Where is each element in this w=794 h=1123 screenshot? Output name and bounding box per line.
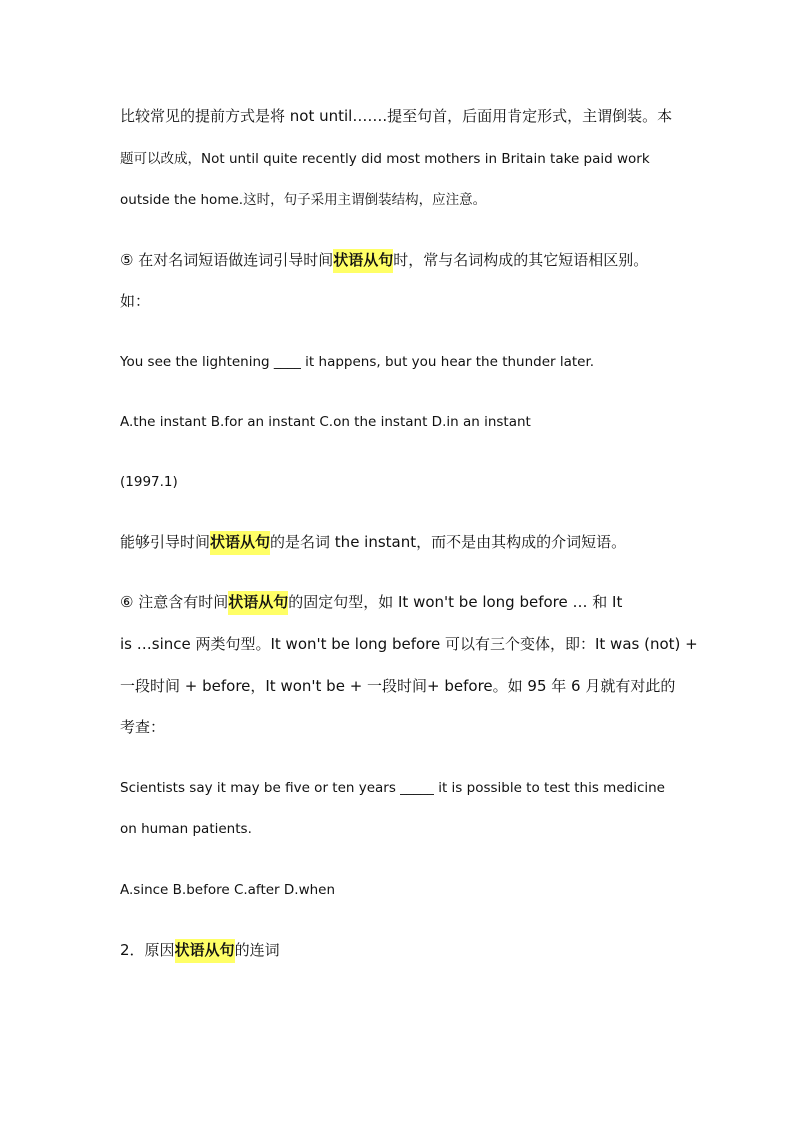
text-segment: 2．原因 [120, 941, 175, 959]
text-segment: 时，常与名词构成的其它短语相区别。 [393, 251, 649, 269]
question-options: A.the instant B.for an instant C.on the instant D.in an instant [120, 414, 531, 430]
text-segment: 的固定句型，如 It won't be long before … 和 It [288, 593, 623, 611]
question-year: (1997.1) [120, 474, 178, 490]
highlighted-term: 状语从句 [333, 249, 393, 273]
paragraph-line: 比较常见的提前方式是将 not until…….提至句首，后面用肯定形式，主谓倒装。本 [120, 107, 673, 125]
paragraph-line [120, 592, 622, 612]
text-segment: 的连词 [234, 941, 280, 959]
section-heading [120, 940, 280, 960]
paragraph-line: 一段时间 + before，It won't be + 一段时间+ before。如 95 年 6 月就有对此的 [120, 677, 676, 695]
paragraph-line: outside the home.这时，句子采用主谓倒装结构，应注意。 [120, 192, 487, 208]
question-sentence: on human patients. [120, 821, 252, 837]
paragraph-line [120, 532, 626, 552]
text-segment: 能够引导时间 [120, 533, 211, 551]
question-options: A.since B.before C.after D.when [120, 882, 336, 898]
text-segment: ⑤ 在对名词短语做连词引导时间 [120, 251, 334, 269]
highlighted-term: 状语从句 [210, 531, 270, 555]
question-sentence: Scientists say it may be five or ten years _____ it is possible to test this medicine [120, 780, 665, 796]
paragraph-line: is …since 两类句型。It won't be long before 可以有三个变体，即：It was (not) + [120, 635, 698, 653]
paragraph-line [120, 250, 648, 270]
paragraph-line: 题可以改成，Not until quite recently did most mothers in Britain take paid work [120, 151, 650, 167]
text-segment: ⑥ 注意含有时间 [120, 593, 229, 611]
paragraph-line: 如： [120, 292, 151, 310]
question-sentence: You see the lightening ____ it happens, but you hear the thunder later. [120, 354, 595, 370]
highlighted-term: 状语从句 [175, 939, 235, 963]
paragraph-line: 考查： [120, 718, 166, 736]
highlighted-term: 状语从句 [228, 591, 288, 615]
text-segment: 的是名词 the instant，而不是由其构成的介词短语。 [270, 533, 627, 551]
